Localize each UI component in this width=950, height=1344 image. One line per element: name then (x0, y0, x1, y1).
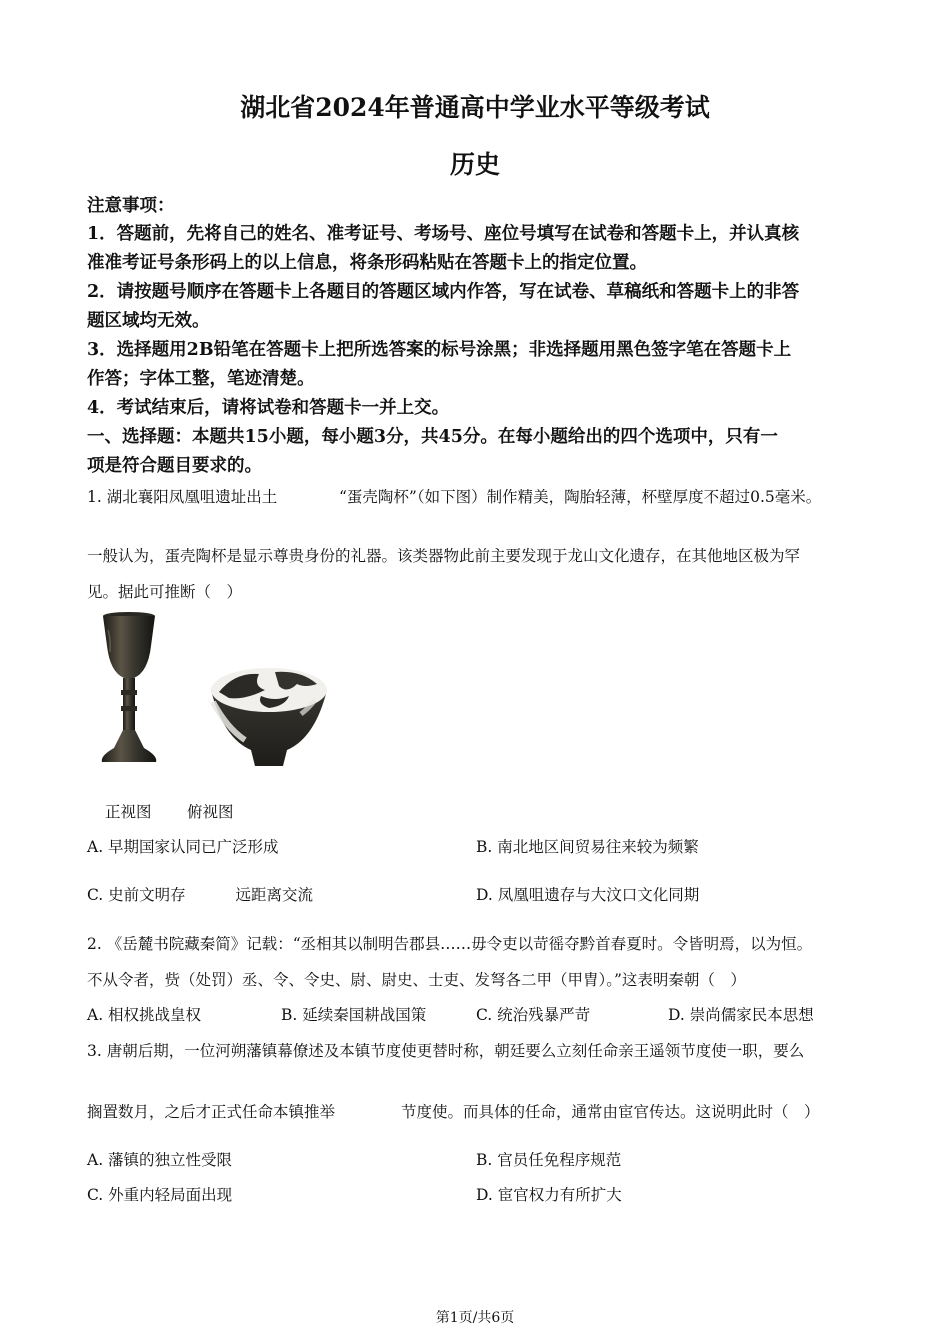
q3-stem-line: 3. 唐朝后期，一位河朔藩镇幕僚述及本镇节度使更替时称，朝廷要么立刻任命亲王遥领节度使一职，要么 (87, 1042, 805, 1060)
q3-stem-line: 搁置数月，之后才正式任命本镇推举 (87, 1103, 336, 1121)
q3-stem-line: 节度使。而具体的任命，通常由宦官传达。这说明此时（ ） (401, 1103, 820, 1121)
eggshell-cup-top-view-image (205, 650, 333, 772)
q2-stem-line: 2. 《岳麓书院藏秦简》记载：“丞相其以制明告郡县……毋令吏以苛徭夺黔首春夏时。令皆明焉，以为恒。 (87, 935, 813, 953)
q3-option-a[interactable]: A. 藩镇的独立性受限 (87, 1151, 233, 1169)
q2-option-c[interactable]: C. 统治残暴严苛 (476, 1006, 591, 1024)
figure-caption-top: 俯视图 (187, 803, 234, 821)
q1-option-a[interactable]: A. 早期国家认同已广泛形成 (87, 838, 279, 856)
page-number: 第1页/共6页 (435, 1310, 515, 1326)
q1-option-d[interactable]: D. 凤凰咀遗存与大汶口文化同期 (476, 886, 700, 904)
q2-option-d[interactable]: D. 崇尚儒家民本思想 (668, 1006, 814, 1024)
notice-line: 3．选择题用2B铅笔在答题卡上把所选答案的标号涂黑；非选择题用黑色签字笔在答题卡上 (87, 340, 792, 360)
notice-line: 2．请按题号顺序在答题卡上各题目的答题区域内作答，写在试卷、草稿纸和答题卡上的非答 (87, 282, 800, 302)
notice-line: 4．考试结束后，请将试卷和答题卡一并上交。 (87, 398, 450, 418)
eggshell-cup-front-view-image (96, 610, 166, 770)
notice-line: 作答；字体工整，笔迹清楚。 (87, 369, 315, 389)
q1-stem-line: 1. 湖北襄阳凤凰咀遗址出土 (87, 488, 278, 506)
q2-option-b[interactable]: B. 延续秦国耕战国策 (281, 1006, 427, 1024)
section-heading-line: 项是符合题目要求的。 (87, 456, 262, 476)
q1-option-c-text: 远距离交流 (235, 886, 314, 904)
section-heading-line: 一、选择题：本题共15小题，每小题3分，共45分。在每小题给出的四个选项中，只有一 (87, 427, 778, 447)
q3-option-d[interactable]: D. 宦官权力有所扩大 (476, 1186, 622, 1204)
q3-option-b[interactable]: B. 官员任免程序规范 (476, 1151, 622, 1169)
q1-stem-line: “蛋壳陶杯”（如下图）制作精美，陶胎轻薄，杯壁厚度不超过0.5毫米。 (339, 488, 822, 506)
q1-option-b[interactable]: B. 南北地区间贸易往来较为频繁 (476, 838, 699, 856)
figure-caption-front: 正视图 (105, 803, 152, 821)
exam-title: 湖北省2024年普通高中学业水平等级考试 (240, 93, 710, 122)
subject-title: 历史 (449, 150, 500, 179)
notice-line: 1．答题前，先将自己的姓名、准考证号、考场号、座位号填写在试卷和答题卡上，并认真核 (87, 224, 800, 244)
q2-stem-line: 不从令者，赀（处罚）丞、令、令史、尉、尉史、士吏、发弩各二甲（甲胄）。”这表明秦朝（ ） (87, 971, 746, 989)
q1-option-c[interactable] (87, 883, 313, 905)
q1-stem-line: 一般认为，蛋壳陶杯是显示尊贵身份的礼器。该类器物此前主要发现于龙山文化遗存，在其他地区极为罕 (87, 547, 801, 565)
q1-stem-line: 见。据此可推断（ ） (87, 583, 243, 601)
notice-line: 准准考证号条形码上的以上信息，将条形码粘贴在答题卡上的指定位置。 (87, 253, 647, 273)
notice-line: 题区域均无效。 (87, 311, 210, 331)
notice-heading: 注意事项： (87, 196, 175, 216)
q1-option-c-text: C. 史前文明存 (87, 886, 186, 904)
q2-option-a[interactable]: A. 相权挑战皇权 (87, 1006, 202, 1024)
q3-option-c[interactable]: C. 外重内轻局面出现 (87, 1186, 233, 1204)
